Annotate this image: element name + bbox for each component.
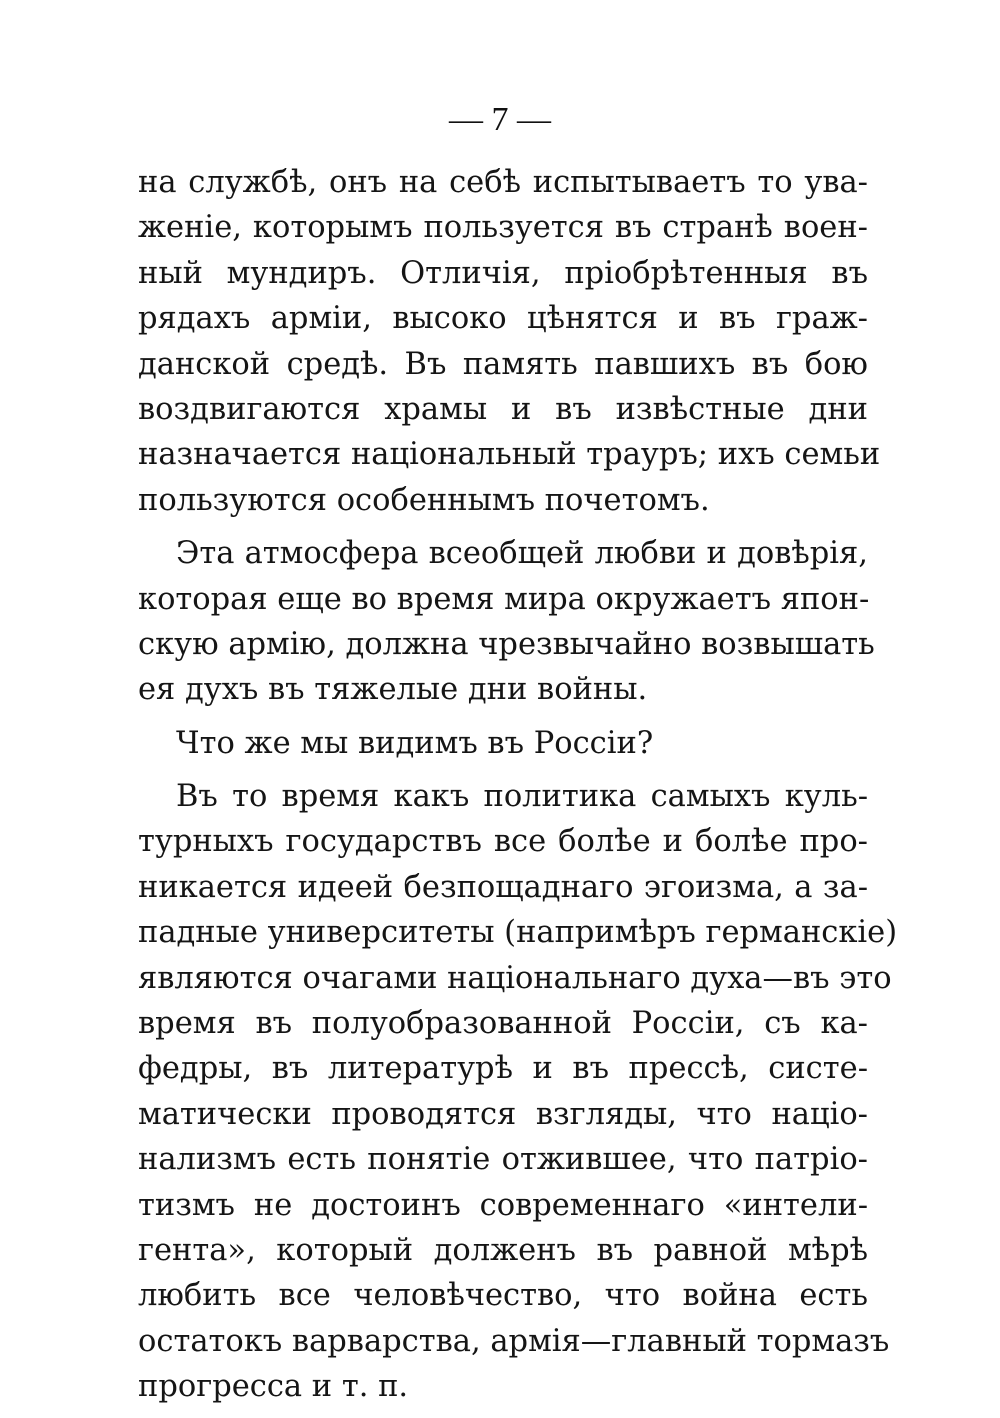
text-line: падные университеты (напримѣръ германскіе) xyxy=(138,915,898,951)
text-line: рядахъ арміи, высоко цѣнятся и въ граж- xyxy=(138,301,868,337)
text-line: нализмъ есть понятіе отжившее, что патріо- xyxy=(138,1142,868,1178)
text-line: ея духъ въ тяжелые дни войны. xyxy=(138,672,648,708)
paragraph xyxy=(138,774,898,1409)
text-line: которая еще во время мира окружаетъ япон- xyxy=(138,581,870,617)
text-line: тизмъ не достоинъ современнаго «интели- xyxy=(138,1187,868,1223)
text-line: воздвигаются храмы и въ извѣстные дни xyxy=(138,391,868,427)
text-line: Эта атмосфера всеобщей любви и довѣрія, xyxy=(176,536,868,572)
paragraph-gap xyxy=(138,713,868,721)
paragraph-gap xyxy=(138,766,868,774)
text-line: матически проводятся взгляды, что націо- xyxy=(138,1096,868,1132)
text-line: пользуются особеннымъ почетомъ. xyxy=(138,482,710,518)
text-line: ный мундиръ. Отличія, пріобрѣтенныя въ xyxy=(138,255,868,291)
text-line: являются очагами національнаго духа—въ это xyxy=(138,960,892,996)
text-line: Что же мы видимъ въ Россіи? xyxy=(176,725,654,761)
text-line: остатокъ варварства, армія—главный тормазъ xyxy=(138,1323,890,1359)
text-line: время въ полуобразованной Россіи, съ ка- xyxy=(138,1006,868,1042)
text-line: гента», который долженъ въ равной мѣрѣ xyxy=(138,1232,868,1268)
paragraph xyxy=(138,721,868,766)
page-number: — 7 — xyxy=(449,101,551,138)
text-line: данской средѣ. Въ память павшихъ въ бою xyxy=(138,346,868,382)
text-line: любить все человѣчество, что война есть xyxy=(138,1278,868,1314)
text-line: прогресса и т. п. xyxy=(138,1369,409,1405)
text-line: женіе, которымъ пользуется въ странѣ воен- xyxy=(138,210,868,246)
text-line: федры, въ литературѣ и въ прессѣ, систе- xyxy=(138,1051,868,1087)
text-line: на службѣ, онъ на себѣ испытываетъ то ува- xyxy=(138,165,868,200)
paragraph xyxy=(138,531,875,713)
paragraph xyxy=(138,160,881,523)
text-line: никается идеей безпощаднаго эгоизма, а за- xyxy=(138,869,868,905)
paragraph-gap xyxy=(138,523,868,531)
body-text xyxy=(138,160,898,1410)
text-line: турныхъ государствъ все болѣе и болѣе про- xyxy=(138,824,868,860)
text-line: скую армію, должна чрезвычайно возвышать xyxy=(138,626,875,662)
text-line: назначается національный трауръ; ихъ семьи xyxy=(138,437,881,473)
text-line: Въ то время какъ политика самыхъ куль- xyxy=(176,779,868,815)
